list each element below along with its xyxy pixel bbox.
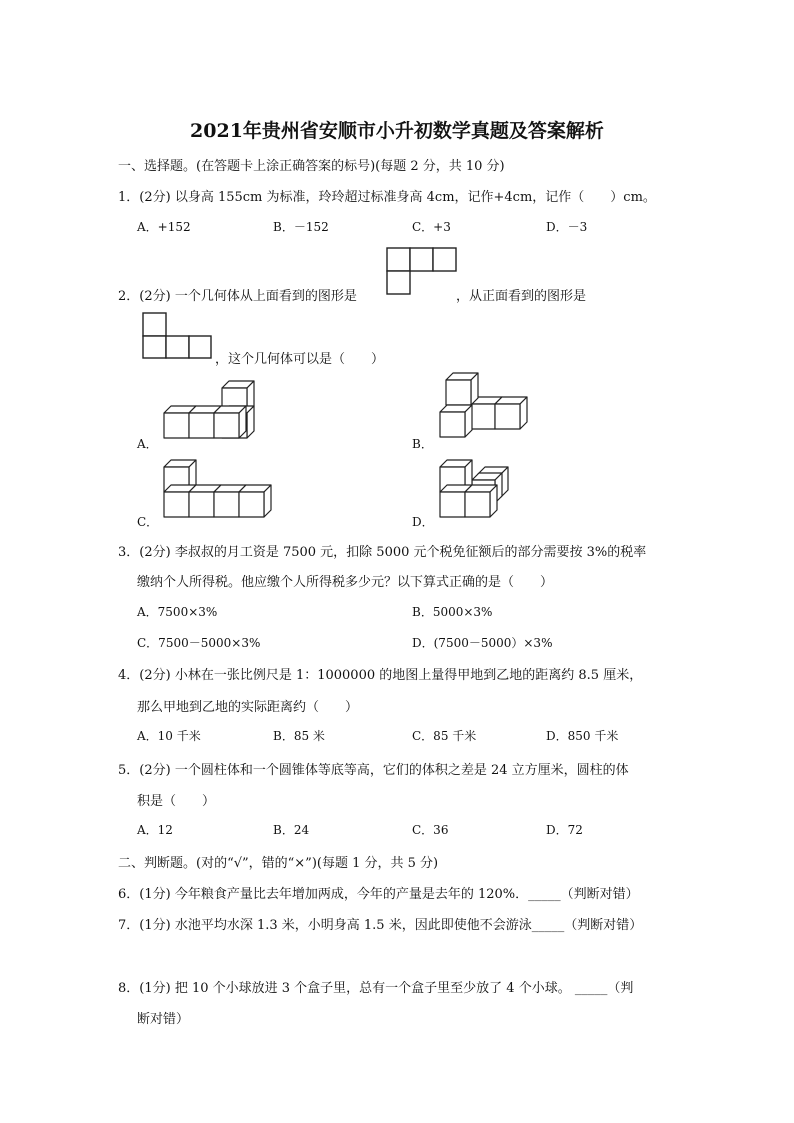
q5-option-c: C．36 [412,823,449,837]
cube-face [446,380,471,405]
q3-option-c: C．7500－5000×3% [137,636,261,650]
q5-option-b: B．24 [273,823,310,837]
cube-face [470,404,495,429]
q1-option-c: C．+3 [412,220,451,234]
q2-option-d-figure [436,458,526,524]
question-3-line-1: 3．(2分) 李叔叔的月工资是 7500 元，扣除 5000 元个税免征额后的部分需要按 3%的税率 [118,545,647,560]
question-2-stem-part2: ，从正面看到的图形是 [456,289,587,304]
question-6: 6．(1分) 今年粮食产量比去年增加两成，今年的产量是去年的 120%．_____（判断对错） [118,887,639,902]
q2-option-a-figure [160,368,270,448]
section-1-heading: 一、选择题。(在答题卡上涂正确答案的标号)(每题 2 分，共 10 分) [118,159,505,174]
question-3-line-2: 缴纳个人所得税。他应缴个人所得税多少元？以下算式正确的是（ ） [137,575,554,590]
cube-face [495,404,520,429]
cube-face [214,413,239,438]
question-2-stem-part3: ，这个几何体可以是（ ） [215,352,385,367]
q5-option-a: A．12 [137,823,173,837]
q2-option-b-figure [436,370,536,446]
q1-option-d: D．－3 [546,220,588,234]
q3-option-d: D．(7500－5000）×3% [412,636,553,650]
q1-option-b: B．－152 [273,220,329,234]
q3-option-a: A．7500×3% [137,605,218,619]
question-7: 7．(1分) 水池平均水深 1.3 米，小明身高 1.5 米，因此即使他不会游泳_____（判断对错） [118,918,643,933]
cube-face [465,492,490,517]
page-title: 2021年贵州省安顺市小升初数学真题及答案解析 [190,120,604,142]
top-view-figure [385,246,460,298]
cube-face [440,412,465,437]
cube-face [214,492,239,517]
cube-face [164,492,189,517]
question-8-line-1: 8．(1分) 把 10 个小球放进 3 个盒子里，总有一个盒子里至少放了 4 个小球。 _____（判 [118,981,634,996]
question-4-line-2: 那么甲地到乙地的实际距离约（ ） [137,700,359,715]
q2-option-a-label: A． [137,437,158,451]
question-5-line-1: 5．(2分) 一个圆柱体和一个圆锥体等底等高，它们的体积之差是 24 立方厘米，圆柱的体 [118,763,629,778]
question-2-stem-part1: 2．(2分) 一个几何体从上面看到的图形是 [118,289,357,304]
q4-option-a: A．10 千米 [137,729,201,743]
q2-option-c-figure [160,458,280,524]
q4-option-c: C．85 千米 [412,729,477,743]
question-4-line-1: 4．(2分) 小林在一张比例尺是 1：1000000 的地图上量得甲地到乙地的距离约 8.5 厘米， [118,668,643,683]
cube-face [239,492,264,517]
front-view-figure [140,311,215,361]
q4-option-d: D．850 千米 [546,729,619,743]
cube-face [189,492,214,517]
q2-option-d-label: D． [412,515,434,529]
question-5-line-2: 积是（ ） [137,794,216,809]
section-2-heading: 二、判断题。(对的“√”，错的“×”)(每题 1 分，共 5 分) [118,856,439,871]
question-8-line-2: 断对错） [137,1012,190,1027]
cube-face [189,413,214,438]
q5-option-d: D．72 [546,823,583,837]
q2-option-c-label: C． [137,515,159,529]
q2-option-b-label: B． [412,437,433,451]
question-1-stem: 1．(2分) 以身高 155cm 为标准，玲玲超过标准身高 4cm，记作+4cm，记作（ ）cm。 [118,190,656,205]
q3-option-b: B．5000×3% [412,605,493,619]
cube-face [164,413,189,438]
cube-face [440,492,465,517]
q1-option-a: A．+152 [137,220,191,234]
q4-option-b: B．85 米 [273,729,325,743]
